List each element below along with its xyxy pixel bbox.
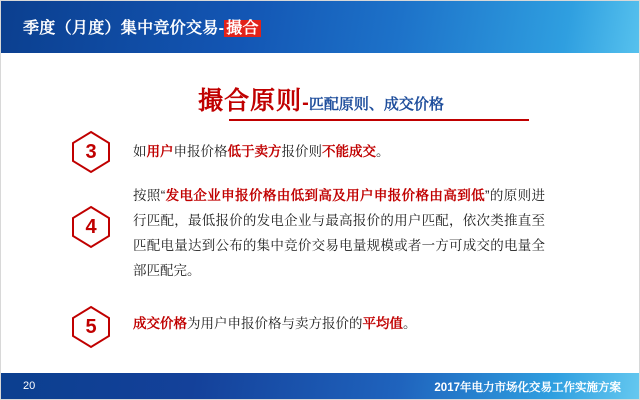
text-segment: 如 <box>133 144 147 159</box>
paragraph-5 <box>133 311 553 336</box>
text-segment: 低于卖方 <box>227 144 282 159</box>
page-title <box>1 81 640 117</box>
paragraph-3 <box>133 139 553 164</box>
page-title-main: 撮合原则 <box>198 87 303 115</box>
header-title-highlight: 撮合 <box>226 20 259 37</box>
text-segment: ”的原则进行匹配，最低报价的发电企业与最高报价的用户匹配，依次类推直至匹配电量达到公布的集中竞价交易电量规模或者一方可成交的电量全部匹配完。 <box>133 188 545 278</box>
text-segment: 报价则 <box>281 144 322 159</box>
slide-header <box>1 1 640 53</box>
text-segment: 用户 <box>146 144 174 159</box>
text-segment: 申报价格 <box>173 144 228 159</box>
step-badge-3 <box>71 130 111 174</box>
title-underline <box>229 119 529 121</box>
text-segment: 。 <box>403 316 417 331</box>
footer-title: 2017年电力市场化交易工作实施方案 <box>434 382 621 394</box>
step-badge-4 <box>71 205 111 249</box>
step-badge-5-label: 5 <box>85 315 97 338</box>
header-title <box>23 15 261 38</box>
step-badge-3-label: 3 <box>85 140 97 163</box>
step-badge-4-label: 4 <box>85 215 97 238</box>
text-segment: 按照“ <box>133 188 166 203</box>
slide-body <box>1 53 640 373</box>
header-title-plain: 季度（月度）集中竞价交易- <box>23 20 225 37</box>
page-title-sub: 匹配原则、成交价格 <box>308 96 444 113</box>
slide-footer <box>1 373 640 400</box>
text-segment: 成交价格 <box>133 316 187 331</box>
text-segment: 发电企业申报价格由低到高及用户申报价格由高到低 <box>165 188 485 203</box>
step-badge-5 <box>71 305 111 349</box>
page-title-dash: - <box>302 92 309 114</box>
page-number: 20 <box>23 380 36 392</box>
paragraph-4 <box>133 183 545 283</box>
text-segment: 。 <box>376 144 390 159</box>
text-segment: 平均值 <box>362 316 403 331</box>
text-segment: 为用户申报价格与卖方报价的 <box>187 316 363 331</box>
text-segment: 不能成交 <box>322 144 376 159</box>
